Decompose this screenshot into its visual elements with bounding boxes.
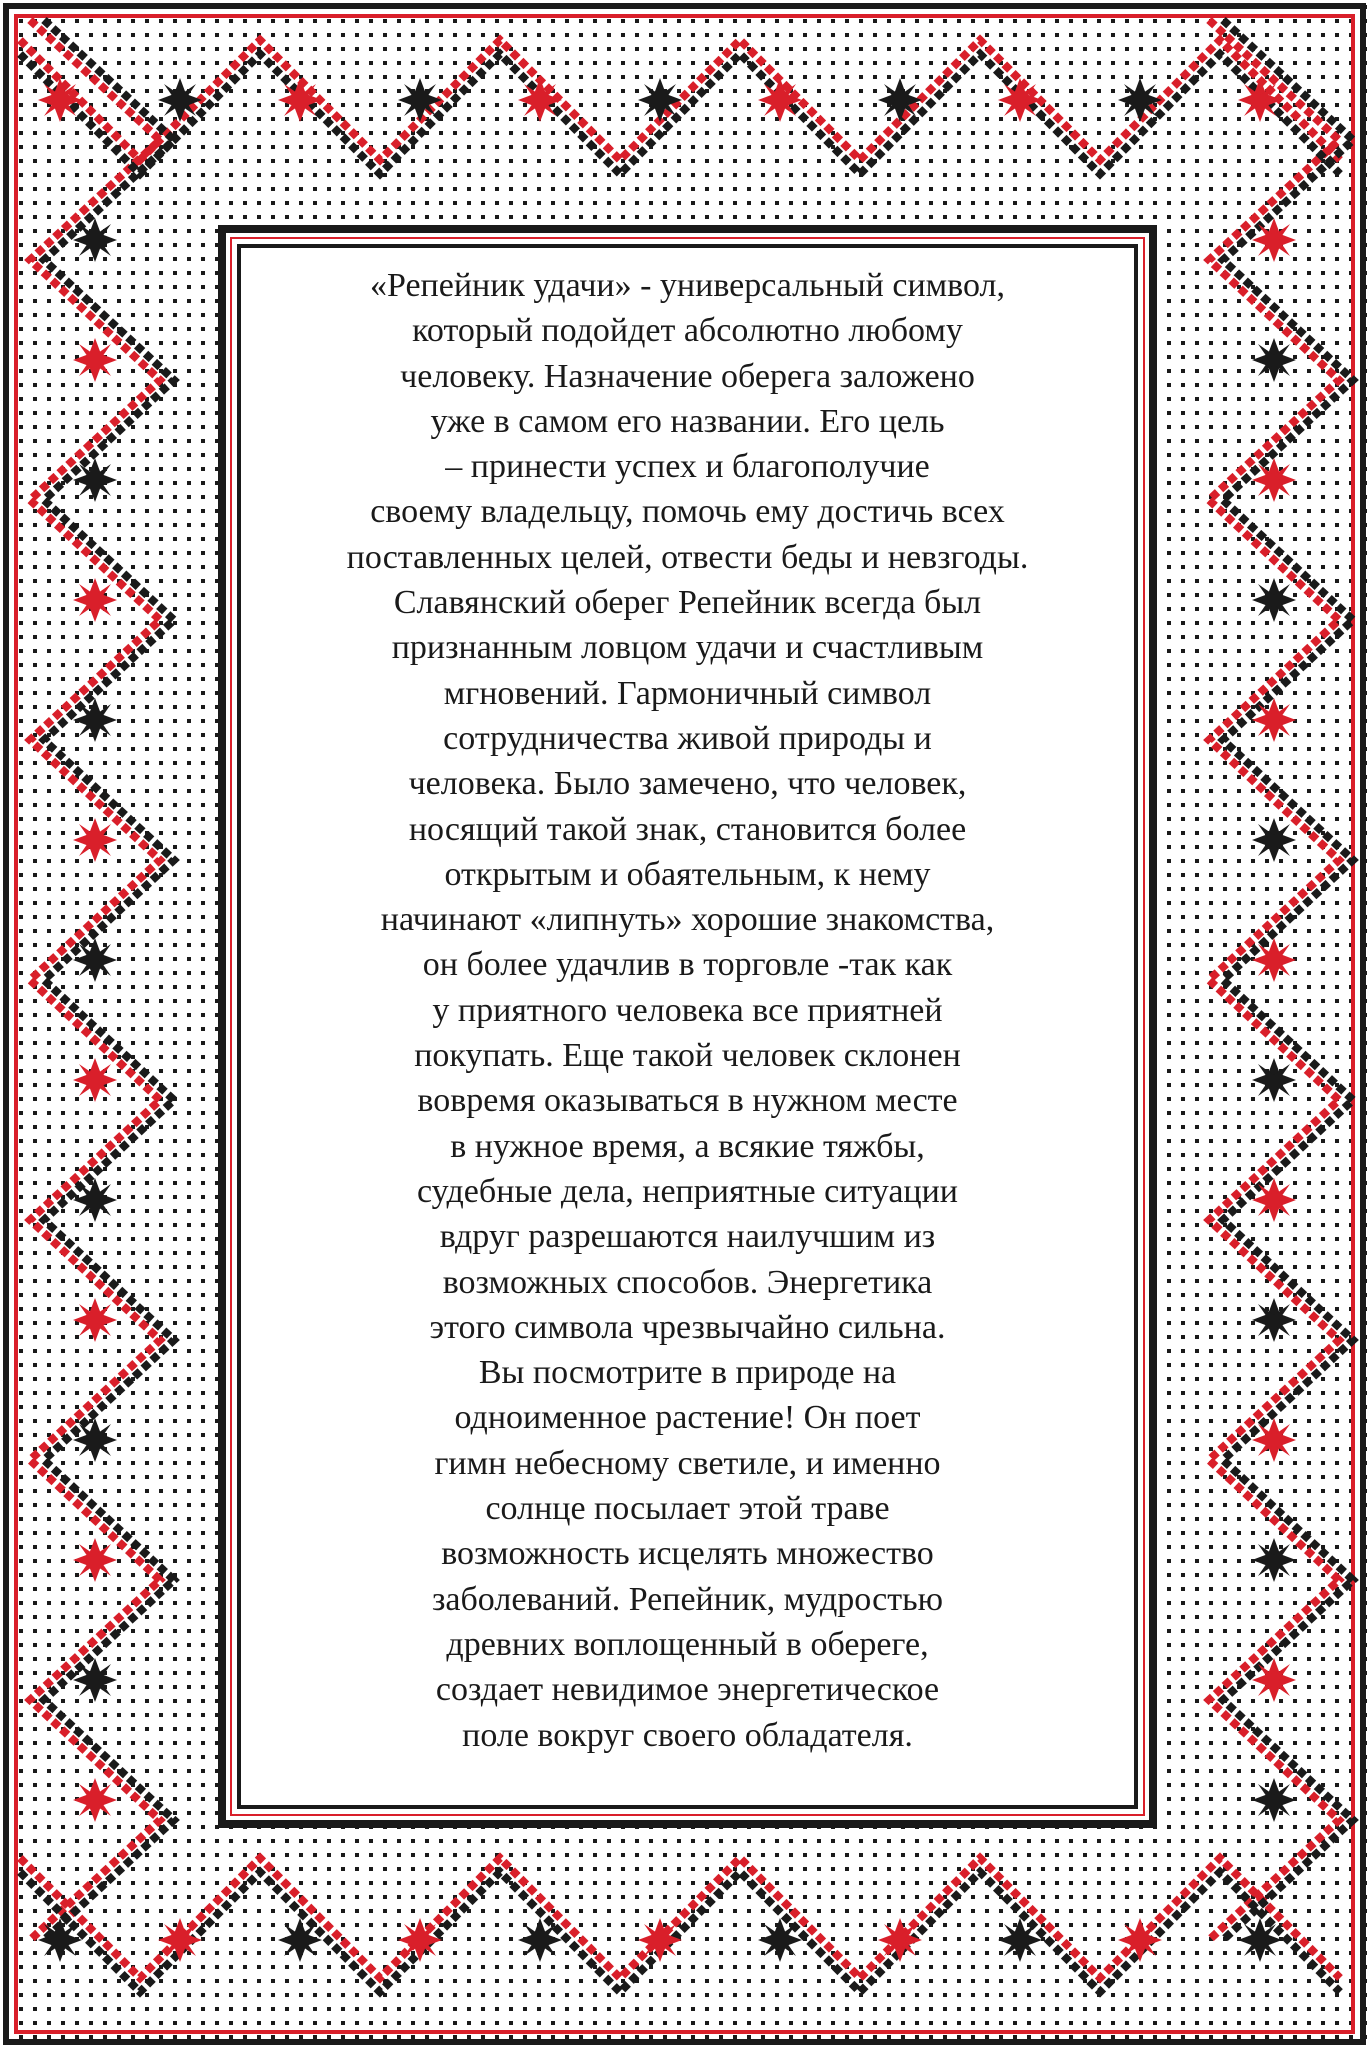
star-motif-icon — [638, 78, 682, 122]
text-line: солнце посылает этой траве — [485, 1490, 890, 1528]
text-line: открытым и обаятельным, к нему — [444, 855, 931, 893]
text-line: мгновений. Гармоничный символ — [443, 674, 932, 712]
star-motif-icon — [1252, 698, 1296, 742]
text-line: уже в самом его названии. Его цель — [430, 402, 945, 440]
star-motif-icon — [1252, 1178, 1296, 1222]
star-motif-icon — [38, 1918, 82, 1962]
star-motif-icon — [38, 78, 82, 122]
text-line: поле вокруг своего обладателя. — [462, 1716, 913, 1754]
star-motif-icon — [1252, 1778, 1296, 1822]
star-motif-icon — [1238, 78, 1282, 122]
star-motif-icon — [73, 458, 117, 502]
star-motif-icon — [878, 1918, 922, 1962]
star-motif-icon — [1252, 1298, 1296, 1342]
star-motif-icon — [1252, 1058, 1296, 1102]
text-line: он более удачлив в торговле -так как — [422, 946, 953, 984]
star-motif-icon — [278, 1918, 322, 1962]
text-line: древних воплощенный в обереге, — [446, 1625, 929, 1663]
text-line: который подойдет абсолютно любому — [412, 312, 963, 350]
star-motif-icon — [1252, 938, 1296, 982]
star-motif-icon — [73, 218, 117, 262]
star-motif-icon — [998, 78, 1042, 122]
text-line: возможных способов. Энергетика — [442, 1263, 933, 1301]
text-line: носящий такой знак, становится более — [408, 810, 967, 848]
text-line: «Репейник удачи» - универсальный символ, — [369, 267, 1006, 304]
text-line: одноименное растение! Он поет — [454, 1399, 921, 1437]
text-line: признанным ловцом удачи и счастливым — [391, 629, 984, 667]
star-motif-icon — [73, 1778, 117, 1822]
text-line: Вы посмотрите в природе на — [478, 1354, 897, 1392]
star-motif-icon — [73, 1418, 117, 1462]
star-motif-icon — [1238, 1918, 1282, 1962]
text-line: создает невидимое энергетическое — [435, 1671, 940, 1709]
star-motif-icon — [518, 1918, 562, 1962]
star-motif-icon — [73, 1658, 117, 1702]
star-motif-icon — [998, 1918, 1042, 1962]
star-motif-icon — [1118, 78, 1162, 122]
text-line: Славянский оберег Репейник всегда был — [393, 584, 982, 622]
star-motif-icon — [158, 1918, 202, 1962]
star-motif-icon — [73, 938, 117, 982]
star-motif-icon — [518, 78, 562, 122]
text-line: вовремя оказываться в нужном месте — [417, 1082, 958, 1120]
text-line: – принести успех и благополучие — [445, 448, 930, 486]
star-motif-icon — [758, 78, 802, 122]
text-line: вдруг разрешаются наилучшим из — [439, 1218, 936, 1256]
star-motif-icon — [1252, 1658, 1296, 1702]
star-motif-icon — [1252, 1538, 1296, 1582]
star-motif-icon — [73, 578, 117, 622]
text-panel — [218, 225, 1157, 1828]
text-line: гимн небесному светиле, и именно — [434, 1444, 941, 1482]
star-motif-icon — [1252, 1418, 1296, 1462]
text-line: этого символа чрезвычайно сильна. — [429, 1308, 946, 1346]
star-motif-icon — [878, 78, 922, 122]
star-motif-icon — [1252, 338, 1296, 382]
star-motif-icon — [1252, 218, 1296, 262]
star-motif-icon — [398, 1918, 442, 1962]
star-motif-icon — [758, 1918, 802, 1962]
text-line: судебные дела, неприятные ситуации — [417, 1172, 958, 1210]
star-motif-icon — [638, 1918, 682, 1962]
star-motif-icon — [1252, 578, 1296, 622]
star-motif-icon — [73, 1538, 117, 1582]
star-motif-icon — [73, 818, 117, 862]
star-motif-icon — [73, 338, 117, 382]
star-motif-icon — [1252, 818, 1296, 862]
star-motif-icon — [1252, 458, 1296, 502]
text-line: человеку. Назначение оберега заложено — [400, 357, 975, 395]
text-line: покупать. Еще такой человек склонен — [414, 1037, 961, 1075]
star-motif-icon — [1118, 1918, 1162, 1962]
text-line: человека. Было замечено, что человек, — [408, 765, 967, 803]
star-motif-icon — [73, 1298, 117, 1342]
text-line: возможность исцелять множество — [441, 1535, 934, 1573]
star-motif-icon — [398, 78, 442, 122]
text-line: заболеваний. Репейник, мудростью — [431, 1580, 944, 1618]
star-motif-icon — [73, 1178, 117, 1222]
text-line: сотрудничества живой природы и — [443, 719, 932, 757]
star-motif-icon — [73, 698, 117, 742]
star-motif-icon — [158, 78, 202, 122]
body-text — [256, 263, 1119, 1758]
text-line: поставленных целей, отвести беды и невзгоды. — [346, 538, 1029, 576]
text-line: своему владельцу, помочь ему достичь всех — [370, 493, 1005, 531]
star-motif-icon — [73, 1058, 117, 1102]
text-line: в нужное время, а всякие тяжбы, — [450, 1127, 925, 1165]
text-line: начинают «липнуть» хорошие знакомства, — [380, 901, 995, 939]
text-line: у приятного человека все приятней — [432, 991, 943, 1029]
star-motif-icon — [278, 78, 322, 122]
